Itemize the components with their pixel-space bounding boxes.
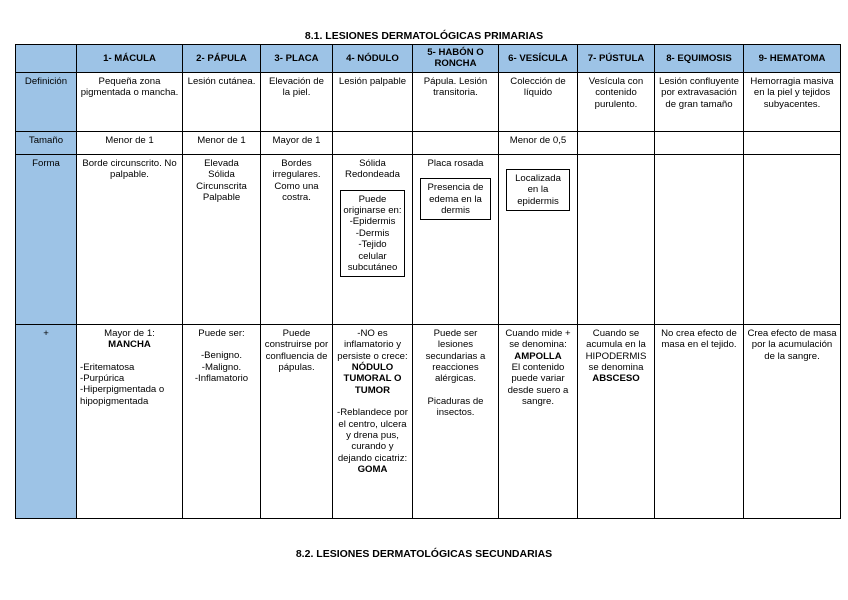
header-equimosis: 8- EQUIMOSIS [655,45,744,73]
header-vesicula: 6- VESÍCULA [499,45,578,73]
cell-tam-placa: Mayor de 1 [261,131,333,154]
plus-vesicula-text-2: El contenido puede variar desde suero a sangre. [507,362,569,408]
cell-forma-nodulo [333,154,413,324]
cell-def-equimosis: Lesión confluyente por extravasación de gran tamaño [655,72,744,131]
cell-def-hematoma: Hemorragia masiva en la piel y tejidos subyacentes. [744,72,841,131]
plus-habon-text: Puede ser lesiones secundarias a reacciones alérgicas. [425,327,486,385]
cell-tam-macula: Menor de 1 [77,131,183,154]
cell-forma-hematoma [744,154,841,324]
header-placa: 3- PLACA [261,45,333,73]
plus-nodulo-text: -NO es inflamatorio y persiste o crece: [337,327,408,362]
nodulo-origin-box [340,190,405,278]
cell-forma-equimosis [655,154,744,324]
cell-plus-placa: Puede construirse por confluencia de pápulas. [261,324,333,518]
header-hematoma: 9- HEMATOMA [744,45,841,73]
plus-papula-list-item: -Benigno. [200,350,243,362]
header-nodulo: 4- NÓDULO [333,45,413,73]
row-definicion [16,72,841,131]
cell-forma-pustula [578,154,655,324]
cell-plus-vesicula [499,324,578,518]
row-plus [16,324,841,518]
plus-pustula-text: Cuando se acumula en la HIPODERMIS se denomina [585,327,647,374]
plus-macula-list-item: -Purpúrica [80,373,125,385]
cell-def-papula: Lesión cutánea. [183,72,261,131]
header-corner [16,45,77,73]
cell-def-nodulo: Lesión palpable [333,72,413,131]
row-label-plus: + [16,324,77,518]
cell-tam-vesicula: Menor de 0,5 [499,131,578,154]
header-habon: 5- HABÓN O RONCHA [413,45,499,73]
header-macula: 1- MÁCULA [77,45,183,73]
row-tamano [16,131,841,154]
plus-macula-list-item: -Hiperpigmentada o hipopigmentada [80,384,165,407]
row-forma [16,154,841,324]
lesiones-table [15,44,841,519]
cell-def-vesicula: Colección de líquido [499,72,578,131]
plus-pustula-bold: ABSCESO [592,373,640,385]
cell-forma-vesicula [499,154,578,324]
cell-def-pustula: Vesícula con contenido purulento. [578,72,655,131]
cell-forma-macula: Borde circunscrito. No palpable. [77,154,183,324]
vesicula-localizada-box: Localizada en la epidermis [506,169,570,211]
header-papula: 2- PÁPULA [183,45,261,73]
cell-plus-nodulo [333,324,413,518]
habon-edema-box: Presencia de edema en la dermis [420,178,491,220]
plus-macula-list-item: -Eritematosa [80,361,135,373]
nodulo-origin-line: -Epidermis [349,216,396,228]
header-row [16,45,841,73]
forma-papula-line: Elevada [204,157,239,169]
cell-def-macula: Pequeña zona pigmentada o mancha. [77,72,183,131]
page-title: 8.1. LESIONES DERMATOLÓGICAS PRIMARIAS [304,30,544,42]
row-label-forma: Forma [16,154,77,324]
plus-papula-text: Puede ser: [198,327,245,339]
nodulo-origin-line: -Tejido celular subcutáneo [347,239,398,274]
header-pustula: 7- PÚSTULA [578,45,655,73]
plus-vesicula-bold: AMPOLLA [514,350,562,362]
plus-vesicula-text: Cuando mide + se denomina: [505,327,571,351]
cell-plus-habon [413,324,499,518]
cell-plus-macula [77,324,183,518]
cell-def-habon: Pápula. Lesión transitoria. [413,72,499,131]
cell-plus-equimosis: No crea efecto de masa en el tejido. [655,324,744,518]
plus-nodulo-text-2: -Reblandece por el centro, ulcera y drena pus, curando y dejando cicatriz: [337,407,408,464]
plus-habon-text-2: Picaduras de insectos. [427,395,484,419]
cell-forma-placa: Bordes irregulares. Como una costra. [261,154,333,324]
cell-tam-nodulo [333,131,413,154]
cell-plus-pustula [578,324,655,518]
cell-def-placa: Elevación de la piel. [261,72,333,131]
row-label-tamano: Tamaño [16,131,77,154]
row-label-definicion: Definición [16,72,77,131]
cell-tam-habon [413,131,499,154]
cell-tam-hematoma [744,131,841,154]
nodulo-origin-line: -Dermis [355,227,390,239]
nodulo-origin-line: Puede originarse en: [343,193,402,217]
cell-tam-pustula [578,131,655,154]
plus-nodulo-bold: NÓDULO TUMORAL O TUMOR [343,362,402,396]
cell-forma-papula [183,154,261,324]
plus-papula-list-item: -Maligno. [201,361,242,373]
cell-tam-equimosis [655,131,744,154]
section-footer-title: 8.2. LESIONES DERMATOLÓGICAS SECUNDARIAS [295,548,553,560]
forma-papula-line: Sólida [208,169,235,181]
forma-nodulo-text: Sólida Redondeada [345,157,400,181]
forma-habon-text: Placa rosada [427,157,484,169]
cell-tam-papula: Menor de 1 [183,131,261,154]
cell-forma-habon [413,154,499,324]
cell-plus-hematoma: Crea efecto de masa por la acumulación de la sangre. [744,324,841,518]
plus-macula-text: Mayor de 1: [104,327,155,339]
forma-papula-line: Palpable [202,192,241,204]
cell-plus-papula [183,324,261,518]
forma-papula-line: Circunscrita [196,180,247,192]
plus-nodulo-bold-2: GOMA [357,464,388,476]
plus-papula-list-item: -Inflamatorio [194,373,249,385]
plus-macula-bold: MANCHA [108,339,151,351]
